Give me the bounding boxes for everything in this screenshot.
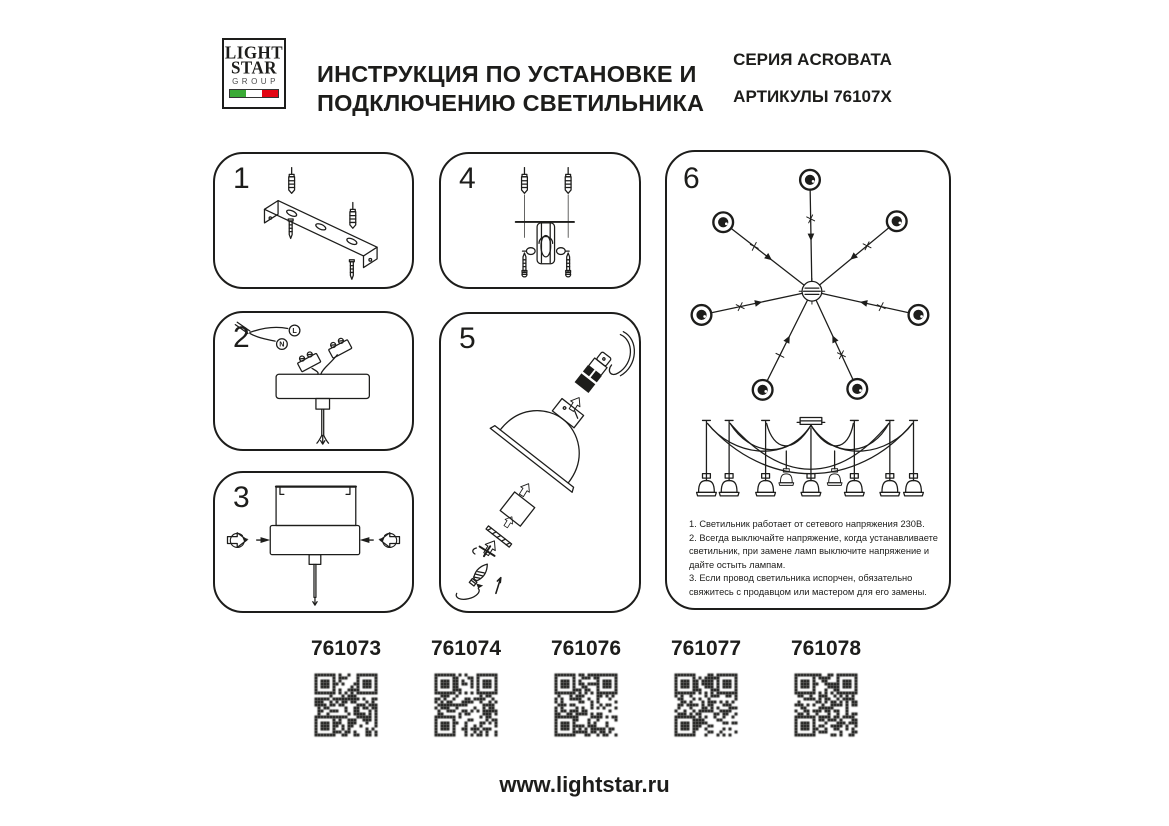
step-number-3: 3	[233, 481, 250, 514]
logo-word-star: STAR	[230, 57, 278, 78]
product-761078	[771, 637, 881, 738]
canopy-fixing-drawing	[215, 473, 412, 611]
series-label: СЕРИЯ ACROBATA	[733, 50, 892, 69]
threaded-ring	[486, 526, 512, 547]
live-wire-label: L	[292, 326, 297, 336]
safety-notes	[689, 518, 941, 600]
inner-cylinder	[500, 492, 535, 526]
product-761073	[291, 637, 401, 738]
series-block	[690, 50, 935, 107]
screw-in-arrow-right	[378, 533, 399, 548]
wiring-terminals-drawing	[215, 313, 412, 449]
article-number: 761074	[430, 637, 502, 660]
central-hub	[799, 278, 825, 304]
safety-note-3: 3. Если провод светильника испорчен, обязательно свяжитесь с продавцом или мастером для его замены.	[689, 573, 927, 597]
title-line-1: ИНСТРУКЦИЯ ПО УСТАНОВКЕ И	[317, 60, 697, 87]
step-panel-1	[213, 152, 414, 289]
hook-bracket-anchors-drawing	[441, 154, 639, 287]
cross-screw	[472, 538, 500, 564]
qr-code	[793, 672, 859, 738]
rotate-bulb-arrow	[456, 584, 483, 600]
qr-code	[433, 672, 499, 738]
qr-code	[313, 672, 379, 738]
step-number-6: 6	[683, 162, 700, 195]
page-title	[317, 60, 717, 118]
step-number-2: 2	[233, 321, 250, 354]
safety-note-2: 2. Всегда выключайте напряжение, когда устанавливаете светильник, при замене ламп выключите напряжение и дайте остыть лампам.	[689, 532, 938, 570]
flag-white	[246, 90, 262, 97]
neutral-wire-label: N	[279, 339, 285, 349]
step-panel-2	[213, 311, 414, 451]
product-761074	[411, 637, 521, 738]
article-number: 761078	[790, 637, 862, 660]
lightstar-logo	[222, 38, 286, 109]
qr-code	[673, 672, 739, 738]
website: www.lightstar.ru	[499, 772, 670, 797]
step-number-4: 4	[459, 162, 476, 195]
product-761077	[651, 637, 761, 738]
step-panel-6	[665, 150, 951, 610]
article-number: 761077	[670, 637, 742, 660]
articles-label: АРТИКУЛЫ 76107X	[733, 87, 892, 106]
article-number: 761073	[310, 637, 382, 660]
title-line-2: ПОДКЛЮЧЕНИЮ СВЕТИЛЬНИКА	[317, 89, 705, 116]
flag-red	[262, 90, 278, 97]
step-panel-3	[213, 471, 414, 613]
step-panel-4	[439, 152, 641, 289]
flag-green	[230, 90, 246, 97]
screw-in-arrow-left	[227, 533, 248, 548]
step-panel-5	[439, 312, 641, 613]
shade-assembly-drawing	[441, 314, 639, 611]
step-number-5: 5	[459, 322, 476, 355]
safety-note-1: 1. Светильник работает от сетевого напряжения 230В.	[689, 519, 925, 529]
qr-code	[553, 672, 619, 738]
logo-word-group: GROUP	[232, 77, 279, 86]
article-number: 761076	[550, 637, 622, 660]
hanging-lamps-view	[697, 417, 924, 495]
logo-word-light: LIGHT	[224, 42, 284, 63]
step-number-1: 1	[233, 162, 250, 195]
product-761076	[531, 637, 641, 738]
socket	[575, 350, 614, 393]
shade	[490, 375, 614, 492]
ceiling-bracket-anchors-drawing	[215, 154, 412, 287]
italian-flag-stripe	[229, 89, 279, 98]
candle-bulb	[468, 562, 490, 587]
